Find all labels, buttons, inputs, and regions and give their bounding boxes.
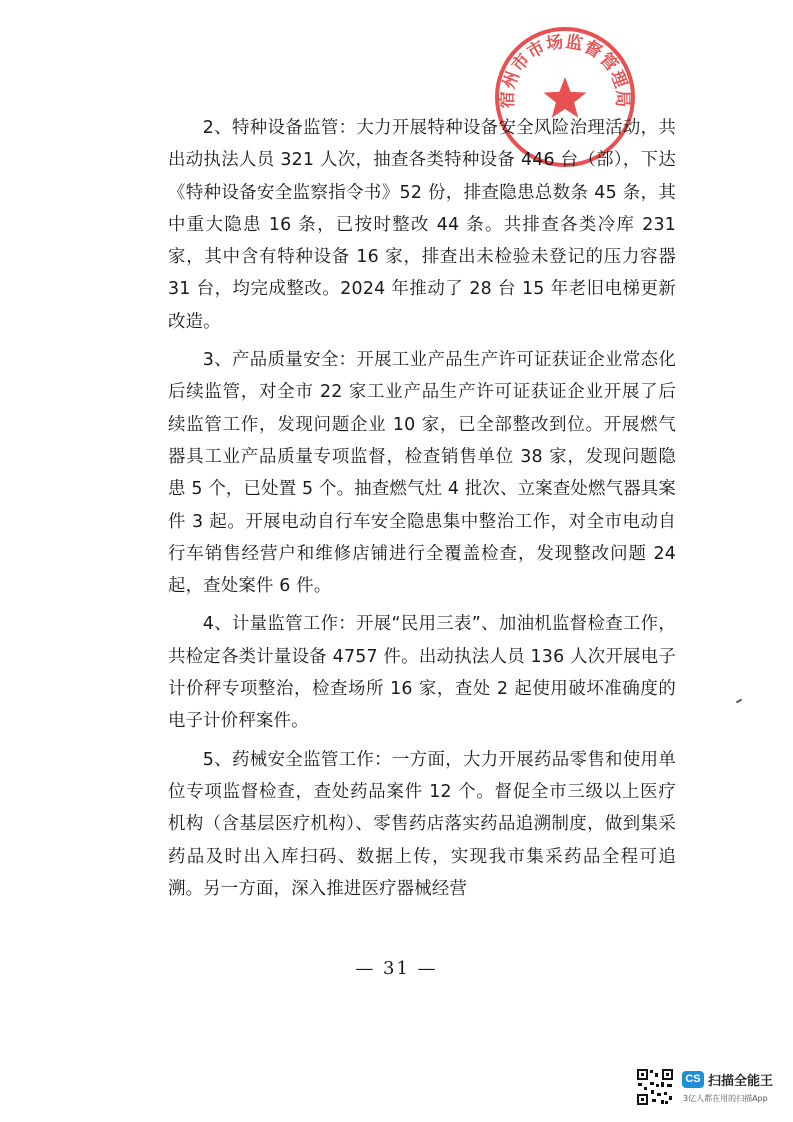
- paragraph-drug-device: 5、药械安全监管工作：一方面，大力开展药品零售和使用单位专项监督检查，查处药品案件 12 个。督促全市三级以上医疗机构（含基层医疗机构）、零售药店落实药品追溯制度，做到集采药品及时出入库扫码、数据上传，实现我市集采药品全程可追溯。另一方面，深入推进医疗器械经营: [168, 749, 676, 899]
- scanner-app-name: 扫描全能王: [708, 1074, 774, 1089]
- paragraph-special-equipment: 2、特种设备监管：大力开展特种设备安全风险治理活动，共出动执法人员 321 人次，抽查各类特种设备 446 台（部），下达《特种设备安全监察指令书》52 份，排查隐患总数条 45 条，其中重大隐患 16 条，已按时整改 44 条。共排查各类冷库 231 家，其中含有特种设备 16 家，排查出未检验未登记的压力容器 31 台，均完成整改。2024 年推动了 28 台 15 年老旧电梯更新改造。: [168, 118, 676, 332]
- scanner-slogan: 3亿人都在用的扫描App: [683, 1094, 768, 1103]
- scanner-watermark: [636, 1068, 786, 1112]
- qr-code-icon: [636, 1068, 674, 1106]
- seal-text: 宿州市市场监督管理局: [497, 32, 633, 109]
- page-number: — 31 —: [355, 958, 438, 979]
- paragraph-metrology: 4、计量监管工作：开展“民用三表”、加油机监督检查工作，共检定各类计量设备 4757 件。出动执法人员 136 人次开展电子计价秤专项整治，检查场所 16 家，查处 2 起使用破坏准确度的电子计价秤案件。: [168, 614, 676, 732]
- camscanner-logo-icon: CS: [682, 1071, 704, 1088]
- body-text: [168, 112, 676, 911]
- scan-mark: [736, 699, 742, 704]
- paragraph-product-quality: 3、产品质量安全：开展工业产品生产许可证获证企业常态化后续监管，对全市 22 家工业产品生产许可证获证企业开展了后续监管工作，发现问题企业 10 家，已全部整改到位。开展燃气器具工业产品质量专项监督，检查销售单位 38 家，发现问题隐患 5 个，已处置 5 个。抽查燃气灶 4 批次、立案查处燃气器具案件 3 起。开展电动自行车安全隐患集中整治工作，对全市电动自行车销售经营户和维修店铺进行全覆盖检查，发现整改问题 24 起，查处案件 6 件。: [168, 350, 676, 597]
